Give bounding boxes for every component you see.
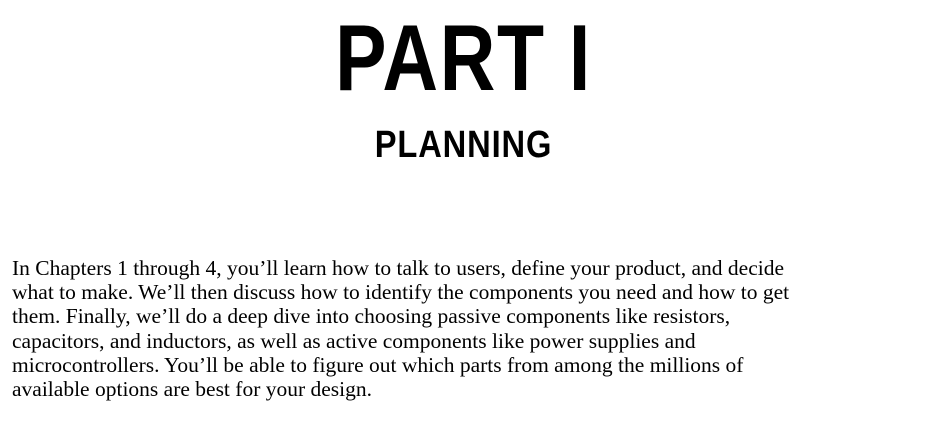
intro-line: what to make. We’ll then discuss how to identify the components you need and how to get	[12, 280, 790, 305]
part-subtitle: PLANNING	[374, 124, 553, 166]
part-title: PART I	[335, 5, 592, 110]
intro-line: capacitors, and inductors, as well as active components like power supplies and	[12, 328, 696, 353]
intro-line: available options are best for your design.	[12, 377, 373, 402]
intro-line: In Chapters 1 through 4, you’ll learn how to talk to users, define your product, and decide	[12, 256, 785, 280]
intro-line: them. Finally, we’ll do a deep dive into choosing passive components like resistors,	[12, 304, 731, 329]
intro-paragraph	[12, 256, 917, 401]
intro-line: microcontrollers. You’ll be able to figure out which parts from among the millions of	[12, 352, 744, 377]
